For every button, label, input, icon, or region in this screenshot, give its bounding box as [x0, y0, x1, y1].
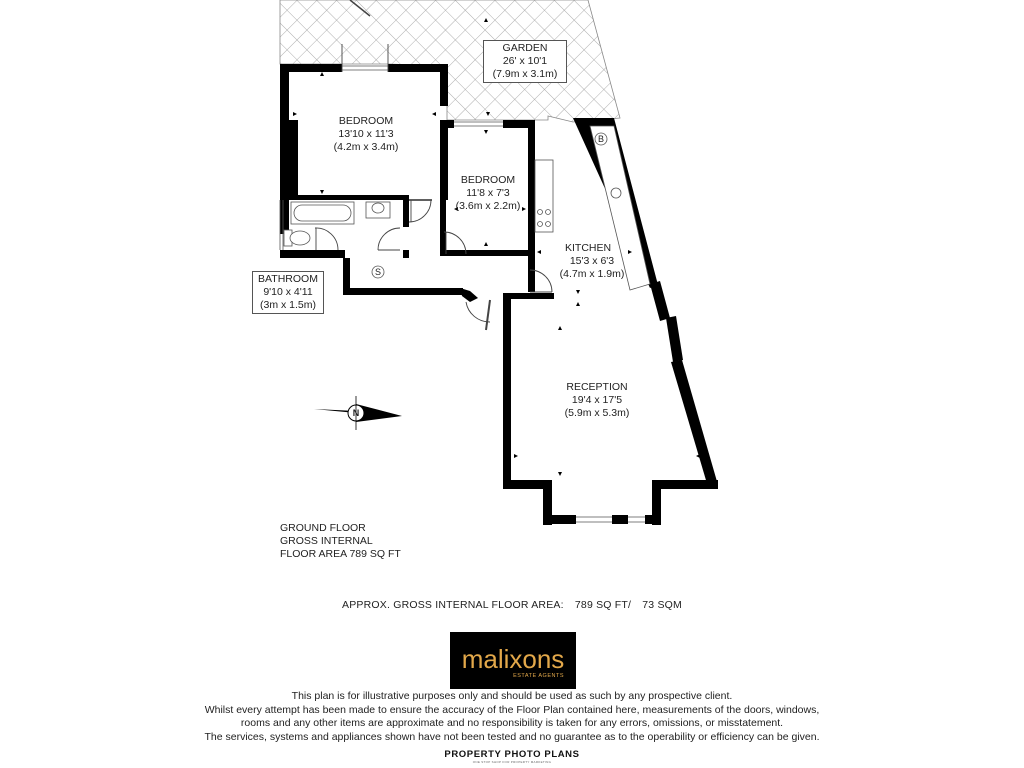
bedroom1-name: BEDROOM	[338, 115, 394, 127]
compass-letter: N	[352, 408, 360, 418]
kitchen-size-metric: (4.7m x 1.9m)	[559, 268, 625, 280]
reception-size-metric: (5.9m x 5.3m)	[564, 407, 630, 419]
footer-brand: PROPERTY PHOTO PLANS	[444, 749, 580, 760]
bedroom1-size-imperial: 13'10 x 11'3	[338, 128, 394, 140]
kitchen-counter	[535, 160, 553, 232]
floor-info-line2: GROSS INTERNAL	[280, 535, 373, 547]
bathroom-label	[252, 271, 324, 314]
kitchen-name: KITCHEN	[565, 242, 612, 254]
disclaimer-line4: The services, systems and appliances shown have not been tested and no guarantee as to the operability or efficiency can be given.	[204, 730, 820, 743]
reception-size-imperial: 19'4 x 17'5	[571, 394, 623, 406]
floor-info-line3: FLOOR AREA 789 SQ FT	[280, 548, 401, 560]
kitchen-label	[550, 242, 634, 281]
disclaimer-line1: This plan is for illustrative purposes only and should be used as such by any prospective client.	[291, 690, 733, 702]
garden-name: GARDEN	[502, 42, 548, 54]
bedroom2-label	[443, 174, 533, 213]
footer-tagline: ONE STOP SHOP FOR PROPERTY MARKETING	[472, 760, 552, 764]
approx-area-sqm: 73 SQM	[642, 599, 682, 611]
disclaimer-line3: rooms and any other items are approximate and no responsibility is taken for any errors, omissions, or misstatement.	[240, 717, 784, 729]
approx-area-sqft: 789 SQ FT/	[574, 599, 632, 611]
bathroom-name: BATHROOM	[258, 273, 318, 285]
garden-size-imperial: 26' x 10'1	[502, 55, 548, 67]
bedroom1-size-metric: (4.2m x 3.4m)	[333, 141, 399, 153]
bedroom2-name: BEDROOM	[460, 174, 516, 186]
approx-area	[0, 599, 1024, 611]
disclaimer-line2: Whilst every attempt has been made to ensure the accuracy of the Floor Plan contained here, measurements of the doors, windows,	[204, 703, 820, 716]
logo-brand: malixons	[461, 644, 565, 674]
bathroom-size-imperial: 9'10 x 4'11	[263, 286, 313, 298]
bedroom2-size-imperial: 11'8 x 7'3	[466, 187, 510, 199]
garden-area	[280, 0, 620, 122]
reception-name: RECEPTION	[566, 381, 628, 393]
reception-label	[552, 381, 642, 420]
bedroom1-label	[316, 115, 416, 154]
kitchen-size-imperial: 15'3 x 6'3	[569, 255, 615, 267]
property-photo-plans-brand	[0, 749, 1024, 764]
malixons-logo	[450, 632, 576, 689]
storage-letter: S	[374, 267, 381, 277]
logo-subtitle: ESTATE AGENTS	[513, 673, 564, 679]
garden-label	[483, 40, 567, 83]
disclaimer	[0, 690, 1024, 744]
floor-info	[280, 522, 401, 561]
boiler-letter: B	[597, 134, 604, 144]
bathroom-size-metric: (3m x 1.5m)	[259, 299, 316, 311]
floor-info-line1: GROUND FLOOR	[280, 522, 366, 534]
approx-area-label: APPROX. GROSS INTERNAL FLOOR AREA:	[342, 599, 564, 611]
bedroom2-size-metric: (3.6m x 2.2m)	[455, 200, 521, 212]
garden-size-metric: (7.9m x 3.1m)	[492, 68, 558, 80]
